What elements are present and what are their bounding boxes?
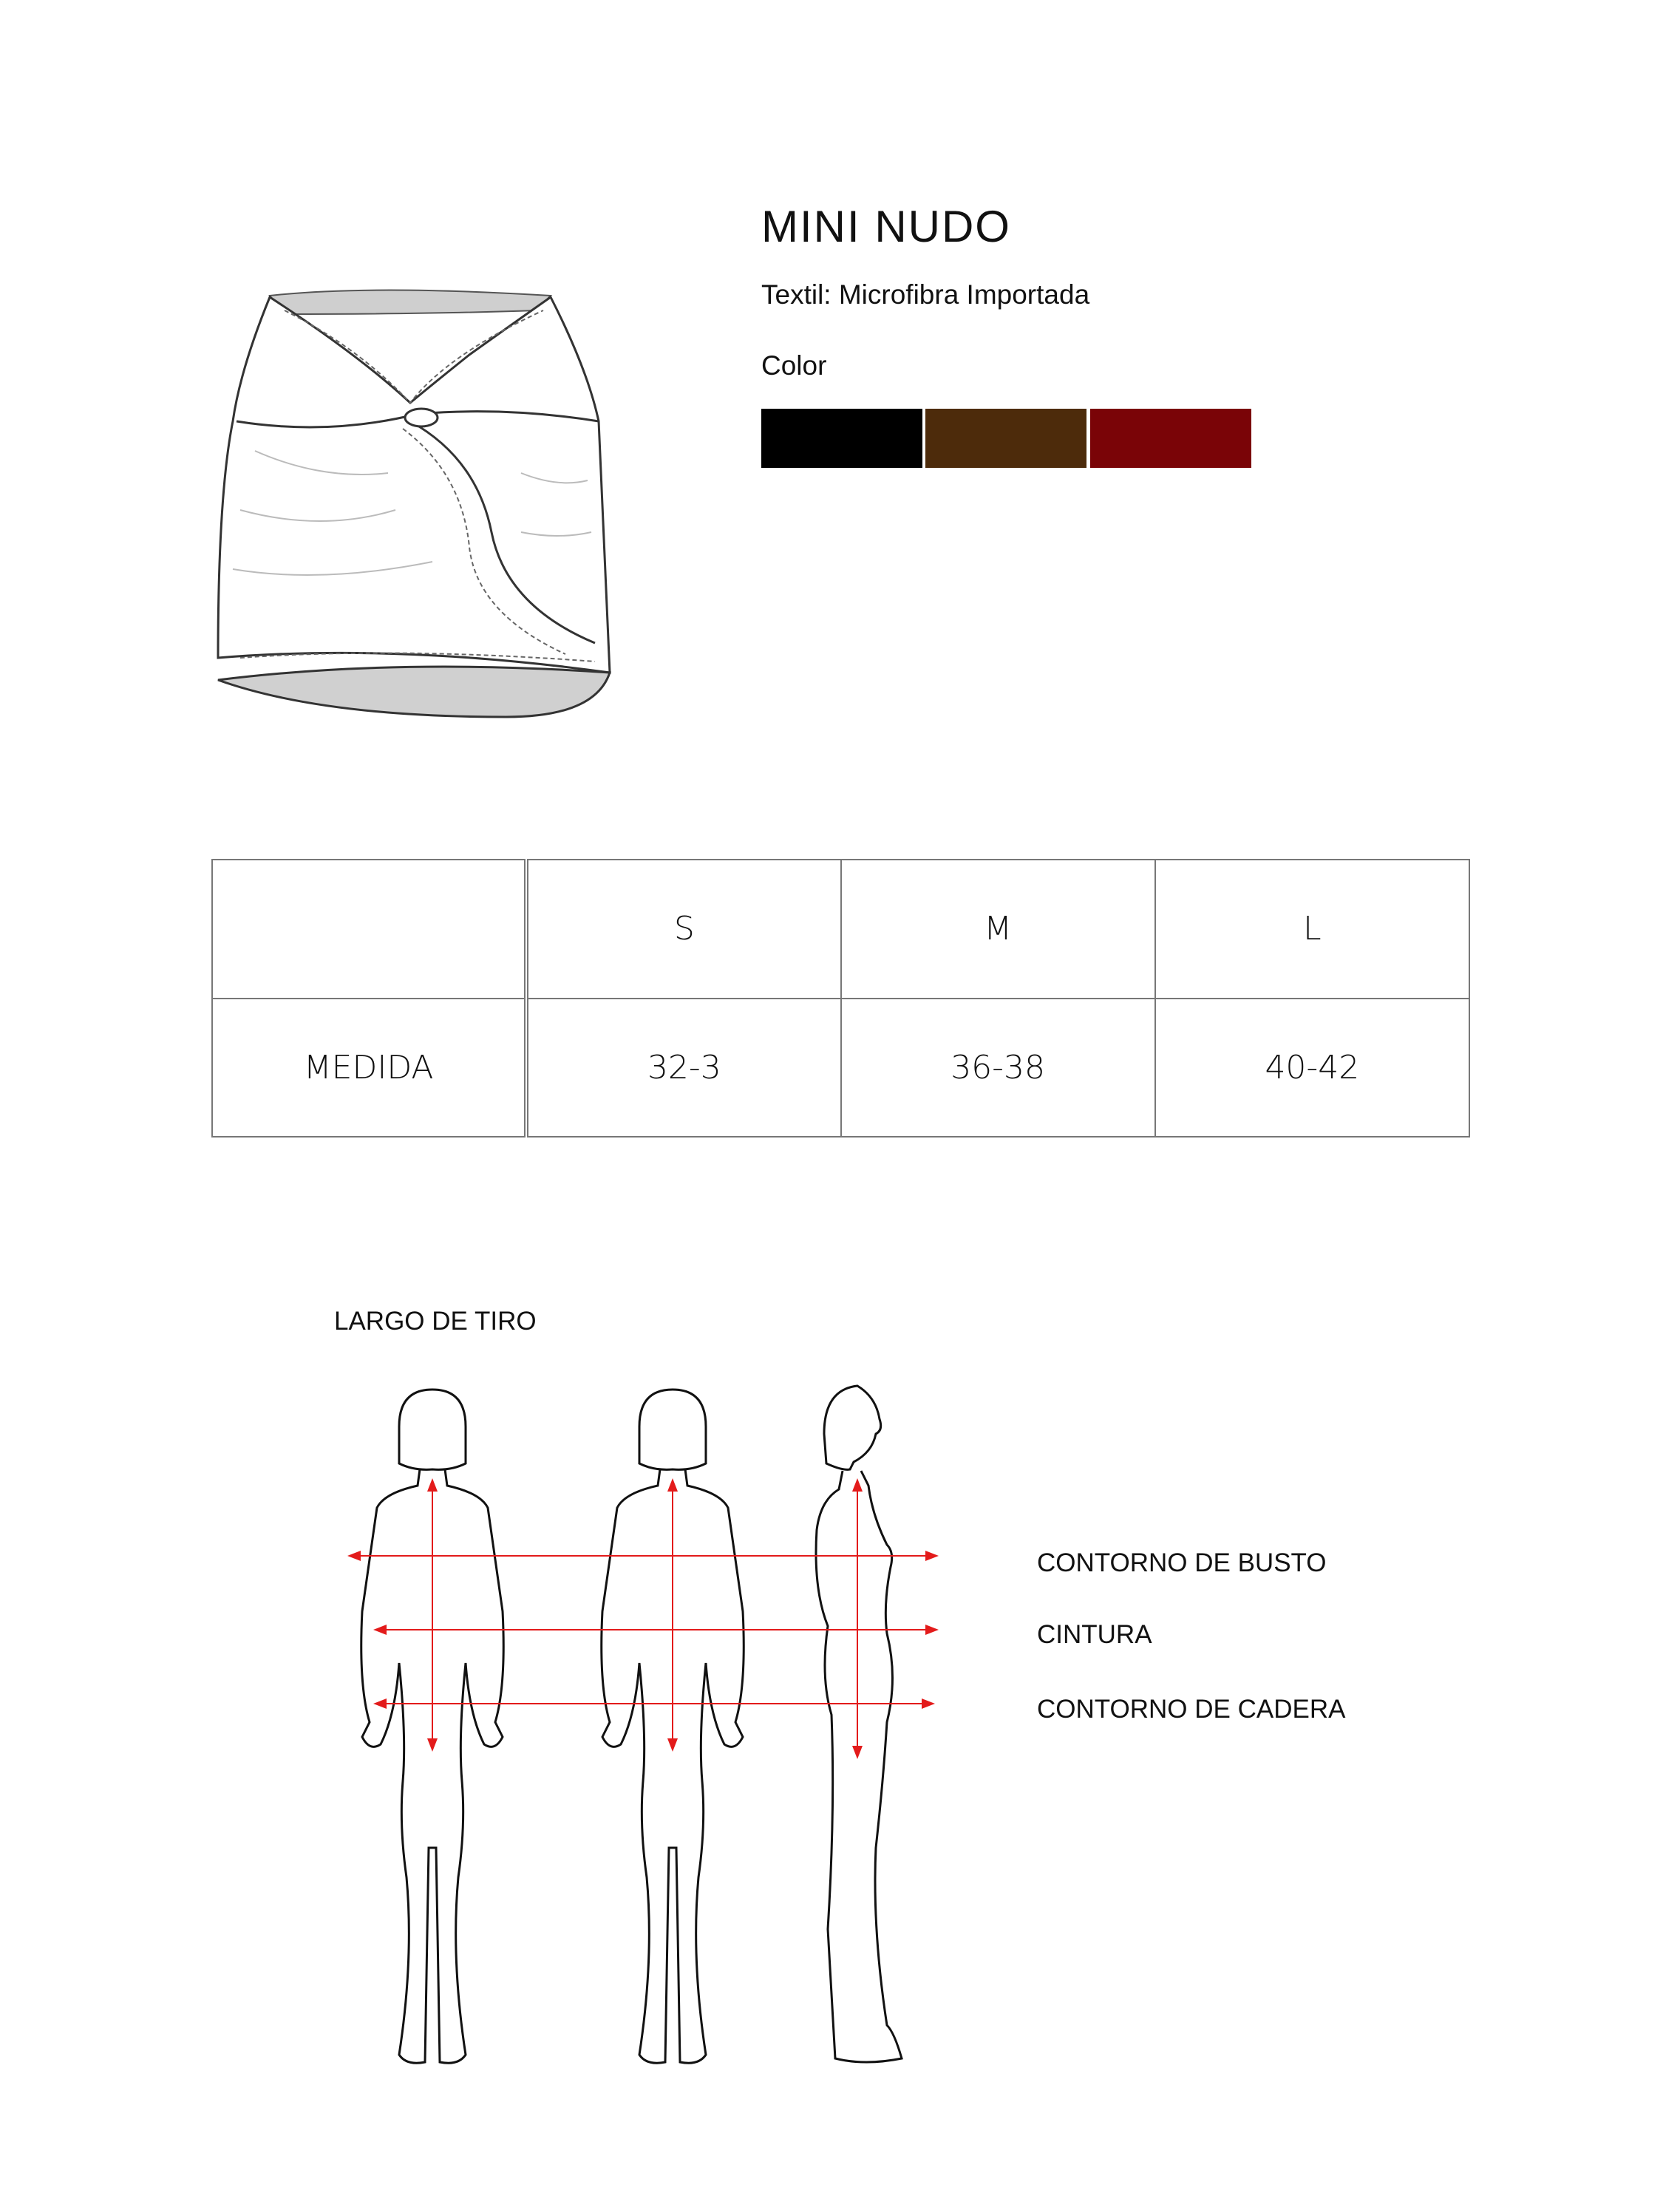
color-label: Color <box>761 350 827 381</box>
table-cell-l: 40-42 <box>1155 999 1469 1137</box>
table-row <box>212 999 1469 1137</box>
table-header-row <box>212 860 1469 999</box>
skirt-illustration <box>211 288 625 732</box>
largo-de-tiro-label: LARGO DE TIRO <box>334 1307 537 1336</box>
color-swatch-brown[interactable] <box>925 409 1086 468</box>
contorno-cadera-label: CONTORNO DE CADERA <box>1037 1695 1346 1724</box>
table-header-size-s: S <box>526 860 840 999</box>
product-fabric: Textil: Microfibra Importada <box>761 279 1090 310</box>
size-table <box>211 859 1470 1137</box>
contorno-busto-label: CONTORNO DE BUSTO <box>1037 1548 1327 1577</box>
color-swatch-black[interactable] <box>761 409 922 468</box>
cintura-label: CINTURA <box>1037 1620 1152 1649</box>
product-title: MINI NUDO <box>761 202 1011 251</box>
body-measurement-figures <box>325 1367 961 2084</box>
color-swatch-red[interactable] <box>1090 409 1251 468</box>
table-header-empty <box>212 860 526 999</box>
table-cell-s: 32-3 <box>526 999 840 1137</box>
table-cell-m: 36-38 <box>841 999 1155 1137</box>
table-header-size-l: L <box>1155 860 1469 999</box>
table-header-size-m: M <box>841 860 1155 999</box>
row-label: MEDIDA <box>212 999 526 1137</box>
